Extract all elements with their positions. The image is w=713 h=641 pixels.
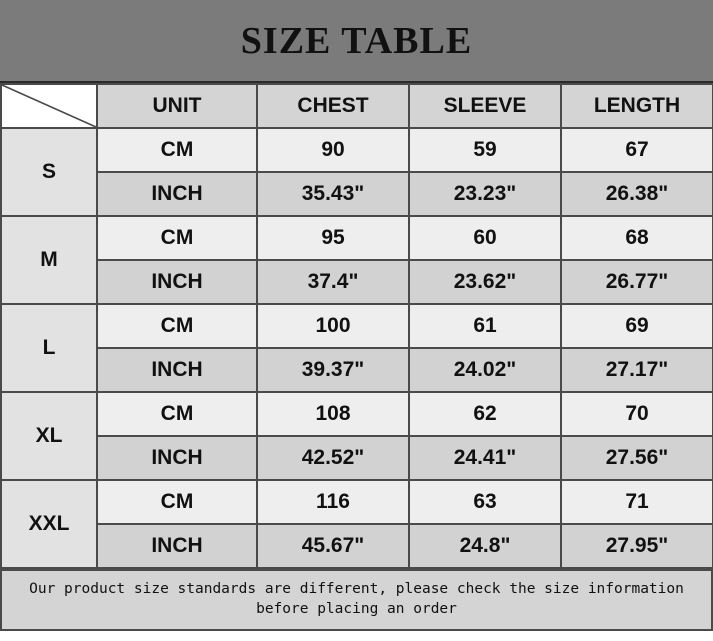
length-cell: 68	[561, 216, 713, 260]
length-cell: 70	[561, 392, 713, 436]
unit-cell: INCH	[97, 524, 257, 568]
unit-cell: INCH	[97, 172, 257, 216]
unit-cell: INCH	[97, 260, 257, 304]
length-cell: 67	[561, 128, 713, 172]
size-table	[0, 83, 713, 569]
length-cell: 69	[561, 304, 713, 348]
sleeve-cell: 63	[409, 480, 561, 524]
footer-note-line-2: before placing an order	[256, 601, 457, 617]
sleeve-cell: 24.41"	[409, 436, 561, 480]
table-row	[1, 436, 713, 480]
sleeve-cell: 23.23"	[409, 172, 561, 216]
table-row	[1, 304, 713, 348]
sleeve-cell: 23.62"	[409, 260, 561, 304]
footer-note	[0, 569, 713, 631]
size-label-s: S	[1, 128, 97, 216]
sleeve-cell: 24.02"	[409, 348, 561, 392]
size-label-l: L	[1, 304, 97, 392]
unit-cell: CM	[97, 216, 257, 260]
column-header-sleeve: SLEEVE	[409, 84, 561, 128]
table-row	[1, 480, 713, 524]
title-bar	[0, 0, 713, 83]
table-row	[1, 348, 713, 392]
chest-cell: 108	[257, 392, 409, 436]
table-row	[1, 172, 713, 216]
diagonal-split-icon	[1, 84, 97, 128]
table-row	[1, 260, 713, 304]
chest-cell: 37.4"	[257, 260, 409, 304]
length-cell: 27.56"	[561, 436, 713, 480]
size-label-m: M	[1, 216, 97, 304]
sleeve-cell: 61	[409, 304, 561, 348]
sleeve-cell: 60	[409, 216, 561, 260]
chest-cell: 95	[257, 216, 409, 260]
chest-cell: 39.37"	[257, 348, 409, 392]
size-label-xl: XL	[1, 392, 97, 480]
chest-cell: 35.43"	[257, 172, 409, 216]
table-row	[1, 128, 713, 172]
chest-cell: 90	[257, 128, 409, 172]
table-row	[1, 216, 713, 260]
chest-cell: 42.52"	[257, 436, 409, 480]
unit-cell: CM	[97, 304, 257, 348]
table-row	[1, 392, 713, 436]
sleeve-cell: 62	[409, 392, 561, 436]
length-cell: 27.17"	[561, 348, 713, 392]
sleeve-cell: 24.8"	[409, 524, 561, 568]
chest-cell: 45.67"	[257, 524, 409, 568]
length-cell: 27.95"	[561, 524, 713, 568]
chest-cell: 100	[257, 304, 409, 348]
length-cell: 26.77"	[561, 260, 713, 304]
length-cell: 71	[561, 480, 713, 524]
unit-cell: INCH	[97, 436, 257, 480]
column-header-length: LENGTH	[561, 84, 713, 128]
column-header-chest: CHEST	[257, 84, 409, 128]
page-title: SIZE TABLE	[240, 19, 473, 62]
unit-cell: CM	[97, 128, 257, 172]
size-label-xxl: XXL	[1, 480, 97, 568]
table-header-row	[1, 84, 713, 128]
sleeve-cell: 59	[409, 128, 561, 172]
unit-cell: CM	[97, 480, 257, 524]
column-header-unit: UNIT	[97, 84, 257, 128]
length-cell: 26.38"	[561, 172, 713, 216]
table-row	[1, 524, 713, 568]
unit-cell: INCH	[97, 348, 257, 392]
chest-cell: 116	[257, 480, 409, 524]
unit-cell: CM	[97, 392, 257, 436]
footer-note-line-1: Our product size standards are different, please check the size information	[29, 581, 684, 598]
